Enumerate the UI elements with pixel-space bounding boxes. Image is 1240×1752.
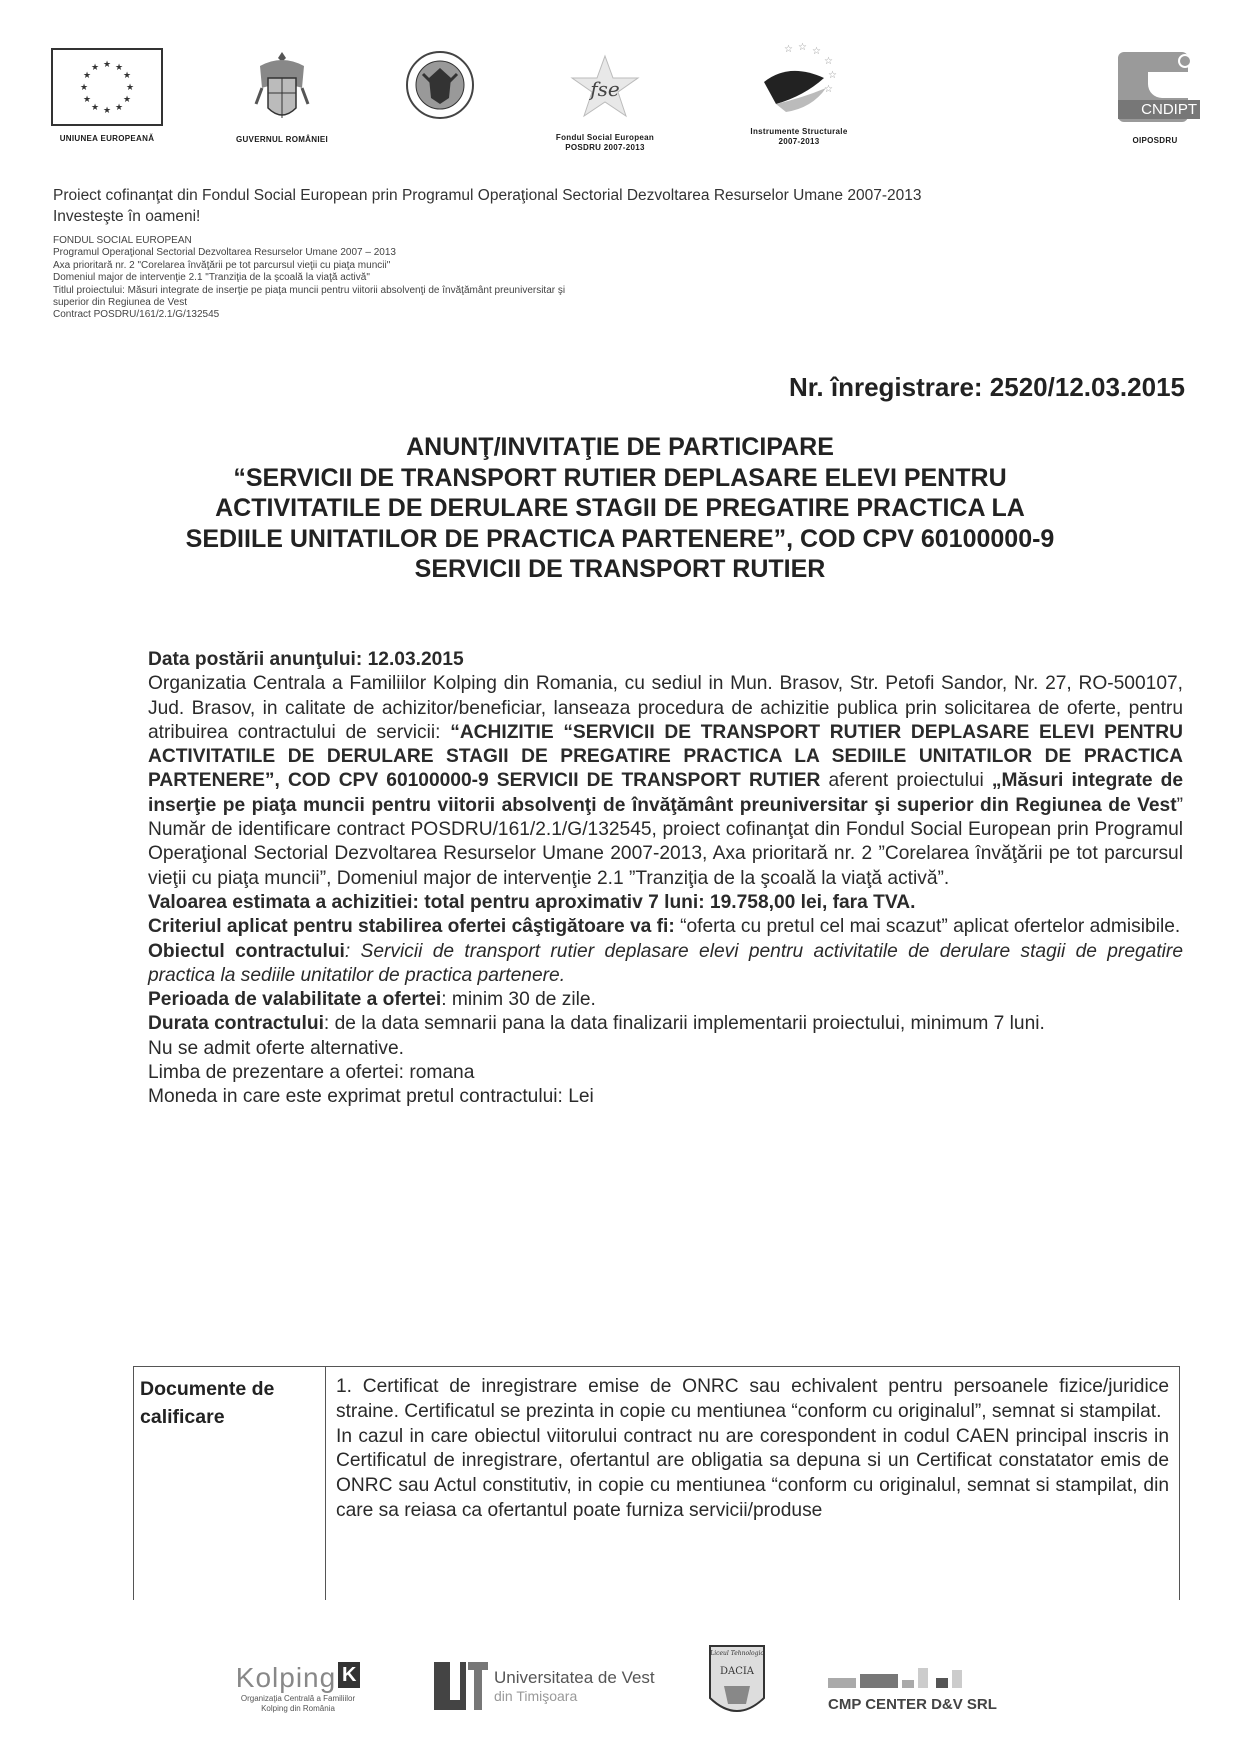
is-caption-2: 2007-2013 xyxy=(778,137,820,146)
logo-strip xyxy=(0,42,1240,168)
project-detail-line: Titlul proiectului: Măsuri integrate de inserţie pe piaţa muncii pentru viitorii absolvenţi de învăţământ preuniversitar şi xyxy=(53,284,566,296)
dacia-top-text: Liceul Tehnologic xyxy=(710,1650,764,1657)
cmp-bars-icon xyxy=(828,1668,1008,1690)
qualification-label: Documente de calificare xyxy=(134,1367,326,1600)
svg-text:★: ★ xyxy=(102,106,112,116)
project-detail-line: Programul Operaţional Sectorial Dezvoltarea Resurselor Umane 2007 – 2013 xyxy=(53,247,396,259)
fse-mark-text: fse xyxy=(590,77,620,101)
kolping-logo xyxy=(218,1662,378,1714)
fse-logo xyxy=(530,54,680,153)
kolping-word: Kolping xyxy=(235,1662,337,1693)
duration-label: Durata contractului xyxy=(148,1013,324,1035)
validity-label: Perioada de valabilitate a ofertei xyxy=(148,989,442,1011)
contract-object xyxy=(148,940,1183,989)
registration-number: Nr. înregistrare: 2520/12.03.2015 xyxy=(788,372,1185,402)
svg-text:☆: ☆ xyxy=(828,70,837,81)
offer-language: Limba de prezentare a ofertei: romana xyxy=(148,1062,475,1084)
contract-duration xyxy=(148,1012,1183,1036)
posted-date: Data postării anunţului: 12.03.2015 xyxy=(148,649,464,670)
paragraph-text: aferent proiectului xyxy=(820,770,992,792)
announcement-body xyxy=(148,648,1183,1110)
uvt-name: Universitatea de Vest xyxy=(494,1668,655,1687)
title-line: ANUNŢ/INVITAŢIE DE PARTICIPARE xyxy=(406,433,834,461)
is-caption-1: Instrumente Structurale xyxy=(750,127,848,136)
svg-text:☆: ☆ xyxy=(784,44,793,55)
uvt-city: din Timişoara xyxy=(494,1688,578,1704)
slogan: Investeşte în oameni! xyxy=(53,208,201,225)
project-detail-line: Axa prioritară nr. 2 "Corelarea învăţării pe tot parcursul vieţii cu piaţa muncii" xyxy=(53,259,391,271)
title-line: SEDIILE UNITATILOR DE PRACTICA PARTENERE”, COD CPV 60100000-9 xyxy=(185,524,1055,553)
ministry-seal-icon xyxy=(403,48,477,122)
romania-coat-of-arms-icon xyxy=(252,48,312,128)
duration-text: : de la data semnarii pana la data finalizarii implementarii proiectului, minimum 7 luni. xyxy=(323,1013,1045,1035)
criteria-label: Criteriul aplicat pentru stabilirea ofertei câştigătoare va fi: xyxy=(148,916,675,938)
instrumente-structurale-icon xyxy=(754,42,844,118)
project-detail-line: superior din Regiunea de Vest xyxy=(53,297,187,309)
kolping-k-icon: K xyxy=(338,1662,360,1688)
svg-text:★: ★ xyxy=(90,103,100,113)
svg-text:☆: ☆ xyxy=(824,84,833,95)
svg-text:★: ★ xyxy=(122,71,132,81)
dacia-crest-icon xyxy=(706,1642,768,1724)
svg-text:★: ★ xyxy=(79,83,89,93)
announcement-title xyxy=(60,432,1180,585)
gov-logo xyxy=(232,48,332,145)
svg-text:★: ★ xyxy=(122,95,132,105)
paragraph-text: Organizatia Centrala a Familiilor Kolping din Romania, cu sediul in Mun. Brasov, Str. Petofi Sandor, Nr. 27, RO-500107, Jud. Brasov, in calitate de achizitor/beneficiar, lanseaza procedura de achizitie publica prin solicitarea de oferte, pentru atribuirea contractului de servicii: xyxy=(148,673,1183,743)
qualification-table xyxy=(133,1366,1180,1600)
kolping-subtitle-2: Kolping din România xyxy=(261,1704,335,1713)
procurement-paragraph xyxy=(148,672,1183,891)
validity-text: : minim 30 de zile. xyxy=(441,989,596,1011)
gov-caption: GUVERNUL ROMÂNIEI xyxy=(235,135,329,144)
svg-text:★: ★ xyxy=(102,60,112,70)
paragraph-text: ” Număr de identificare contract POSDRU/161/2.1/G/132545, proiect cofinanţat din Fondul Social European prin Programul Operaţional Sectorial Dezvoltarea Resurselor Umane 2007-2013, Axa prioritară nr. 2 ”Corelarea învăţării pe tot parcursul vieţii cu piaţa muncii”, Domeniul major de intervenţie 2.1 ”Tranziţia de la şcoală la viaţă activă”. xyxy=(148,794,1183,889)
svg-text:☆: ☆ xyxy=(798,42,807,53)
contract-currency: Moneda in care este exprimat pretul contractului: Lei xyxy=(148,1086,594,1108)
eu-flag-icon xyxy=(51,48,163,126)
project-detail-line: Contract POSDRU/161/2.1/G/132545 xyxy=(53,309,220,321)
ministry-logo xyxy=(400,48,480,127)
contract-name: “ACHIZITIE “SERVICII DE TRANSPORT RUTIER DEPLASARE ELEVI PENTRU ACTIVITATILE DE DERULARE STAGII DE PREGATIRE PRACTICA LA SEDIILE UNITATILOR DE PRACTICA PARTENERE”, COD CPV 60100000-9 SERVICII DE TRANSPORT RUTIER xyxy=(148,721,1183,792)
object-text: : Servicii de transport rutier deplasare elevi pentru activitatile de derulare stagii de pregatire practica la sediile unitatilor de practica partenere. xyxy=(148,940,1183,986)
qualification-item: 1. Certificat de inregistrare emise de ONRC sau echivalent pentru persoanele fizice/juridice straine. Certificatul se prezinta in copie cu mentiunea “conform cu originalul”, semnat si stampilat. xyxy=(336,1376,1169,1422)
svg-text:☆: ☆ xyxy=(812,46,821,57)
svg-text:★: ★ xyxy=(90,63,100,73)
cofinance-line: Proiect cofinanţat din Fondul Social European prin Programul Operaţional Sectorial Dezvoltarea Resurselor Umane 2007-2013 xyxy=(53,187,922,204)
project-detail-line: Domeniul major de intervenţie 2.1 "Tranziţia de la şcoală la viaţă activă" xyxy=(53,272,370,284)
title-line: SERVICII DE TRANSPORT RUTIER xyxy=(414,555,826,583)
svg-text:★: ★ xyxy=(125,83,135,93)
eu-caption: UNIUNEA EUROPEANĂ xyxy=(59,134,155,143)
svg-text:☆: ☆ xyxy=(824,56,833,67)
uvt-mark-icon xyxy=(432,1660,490,1712)
instrumente-structurale-logo xyxy=(724,42,874,147)
svg-text:★: ★ xyxy=(114,103,124,113)
fse-caption-1: Fondul Social European xyxy=(555,133,655,142)
project-detail-line: FONDUL SOCIAL EUROPEAN xyxy=(53,235,192,246)
cmp-logo xyxy=(828,1668,1008,1713)
title-line: ACTIVITATILE DE DERULARE STAGII DE PREGATIRE PRACTICA LA xyxy=(215,494,1025,522)
cndipt-mark-icon xyxy=(1110,48,1200,128)
title-line: “SERVICII DE TRANSPORT RUTIER DEPLASARE ELEVI PENTRU xyxy=(233,463,1007,492)
project-details xyxy=(53,235,565,322)
dacia-word: DACIA xyxy=(719,1666,755,1677)
cmp-name: CMP CENTER D&V SRL xyxy=(828,1696,997,1713)
award-criteria xyxy=(148,915,1183,939)
project-name: „Măsuri integrate de inserţie pe piaţa muncii pentru viitorii absolvenţi de învăţământ preuniversitar şi superior din Regiunea de Vest xyxy=(148,770,1184,816)
estimated-value: Valoarea estimata a achizitiei: total pentru aproximativ 7 luni: 19.758,00 lei, fara TVA. xyxy=(148,891,916,913)
cndipt-label: CNDIPT xyxy=(1118,100,1200,119)
svg-text:★: ★ xyxy=(114,63,124,73)
qualification-item: In cazul in care obiectul viitorului contract nu are corespondent in codul CAEN principal inscris in Certificatul de inregistrare, ofertantul are obligatia sa depuna si un Certificat constatator emis de ONRC sau Actul constitutiv, in copie cu mentiunea “conform cu originalul, semnat si stampilat, din care sa reiasa ca ofertantul poate furniza servicii/produse xyxy=(336,1425,1169,1521)
svg-text:★: ★ xyxy=(82,95,92,105)
object-label: Obiectul contractului xyxy=(148,940,345,962)
eu-logo xyxy=(48,48,166,144)
offer-validity xyxy=(148,988,1183,1012)
cndipt-logo xyxy=(1110,48,1200,146)
kolping-subtitle-1: Organizaţia Centrală a Familiilor xyxy=(240,1694,356,1703)
no-alternative-offers: Nu se admit oferte alternative. xyxy=(148,1037,404,1059)
criteria-text: “oferta cu pretul cel mai scazut” aplicat ofertelor admisibile. xyxy=(674,916,1181,938)
fse-caption-2: POSDRU 2007-2013 xyxy=(565,143,645,152)
fse-star-icon xyxy=(560,54,650,120)
partner-logos xyxy=(0,1640,1240,1720)
oiposdru-caption: OIPOSDRU xyxy=(1132,136,1178,145)
qualification-content xyxy=(326,1367,1179,1600)
svg-text:★: ★ xyxy=(82,71,92,81)
